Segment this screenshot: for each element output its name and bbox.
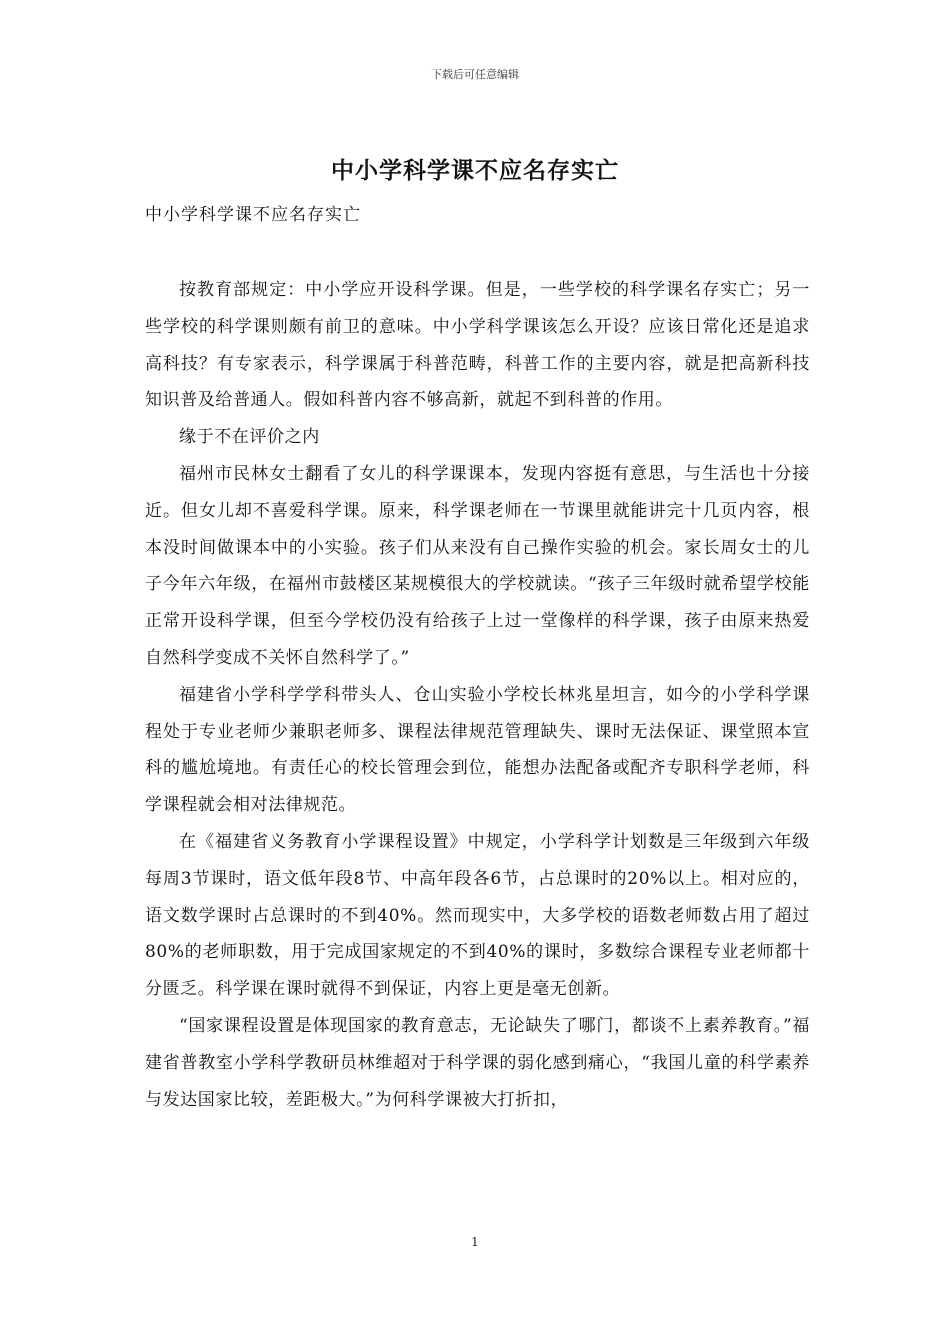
paragraph-curriculum: 在《福建省义务教育小学课程设置》中规定，小学科学计划数是三年级到六年级每周3节课时，语文低年段8节、中高年段各6节，占总课时的20%以上。相对应的，语文数学课时占总课时的不到40%。然而现实中，大多学校的语数老师数占用了超过80%的老师职数，用于完成国家规定的不到40%的课时，多数综合课程专业老师都十分匮乏。科学课在课时就得不到保证，内容上更是毫无创新。 (145, 831, 810, 1000)
document-title: 中小学科学课不应名存实亡 (331, 157, 619, 184)
paragraph-national: “国家课程设置是体现国家的教育意志，无论缺失了哪门，都谈不上素养教育。”福建省普教室小学科学教研员林维超对于科学课的弱化感到痛心，“我国儿童的科学素养与发达国家比较，差距极大。”为何科学课被大打折扣， (145, 1015, 810, 1110)
document-subtitle: 中小学科学课不应名存实亡 (145, 205, 361, 225)
paragraph-principal: 福建省小学科学学科带头人、仓山实验小学校长林兆星坦言，如今的小学科学课程处于专业老师少兼职老师多、课程法律规范管理缺失、课时无法保证、课堂照本宣科的尴尬境地。有责任心的校长管理会到位，能想办法配备或配齐专职科学老师，科学课程就会相对法律规范。 (145, 684, 810, 816)
paragraph-intro: 按教育部规定：中小学应开设科学课。但是，一些学校的科学课名存实亡；另一些学校的科学课则颇有前卫的意味。中小学科学课该怎么开设？应该日常化还是追求高科技？有专家表示，科学课属于科普范畴，科普工作的主要内容，就是把高新科技知识普及给普通人。假如科普内容不够高新，就起不到科普的作用。 (145, 280, 810, 411)
paragraph-parents: 福州市民林女士翻看了女儿的科学课课本，发现内容挺有意思，与生活也十分接近。但女儿却不喜爱科学课。原来，科学课老师在一节课里就能讲完十几页内容，根本没时间做课本中的小实验。孩子们从来没有自己操作实验的机会。家长周女士的儿子今年六年级，在福州市鼓楼区某规模很大的学校就读。“孩子三年级时就希望学校能正常开设科学课，但至今学校仍没有给孩子上过一堂像样的科学课，孩子由原来热爱自然科学变成不关怀自然科学了。” (145, 463, 810, 668)
page-number: 1 (471, 1235, 479, 1249)
page-header-note: 下载后可任意编辑 (431, 68, 519, 81)
section-heading: 缘于不在评价之内 (179, 427, 320, 448)
document-body (145, 272, 810, 1118)
